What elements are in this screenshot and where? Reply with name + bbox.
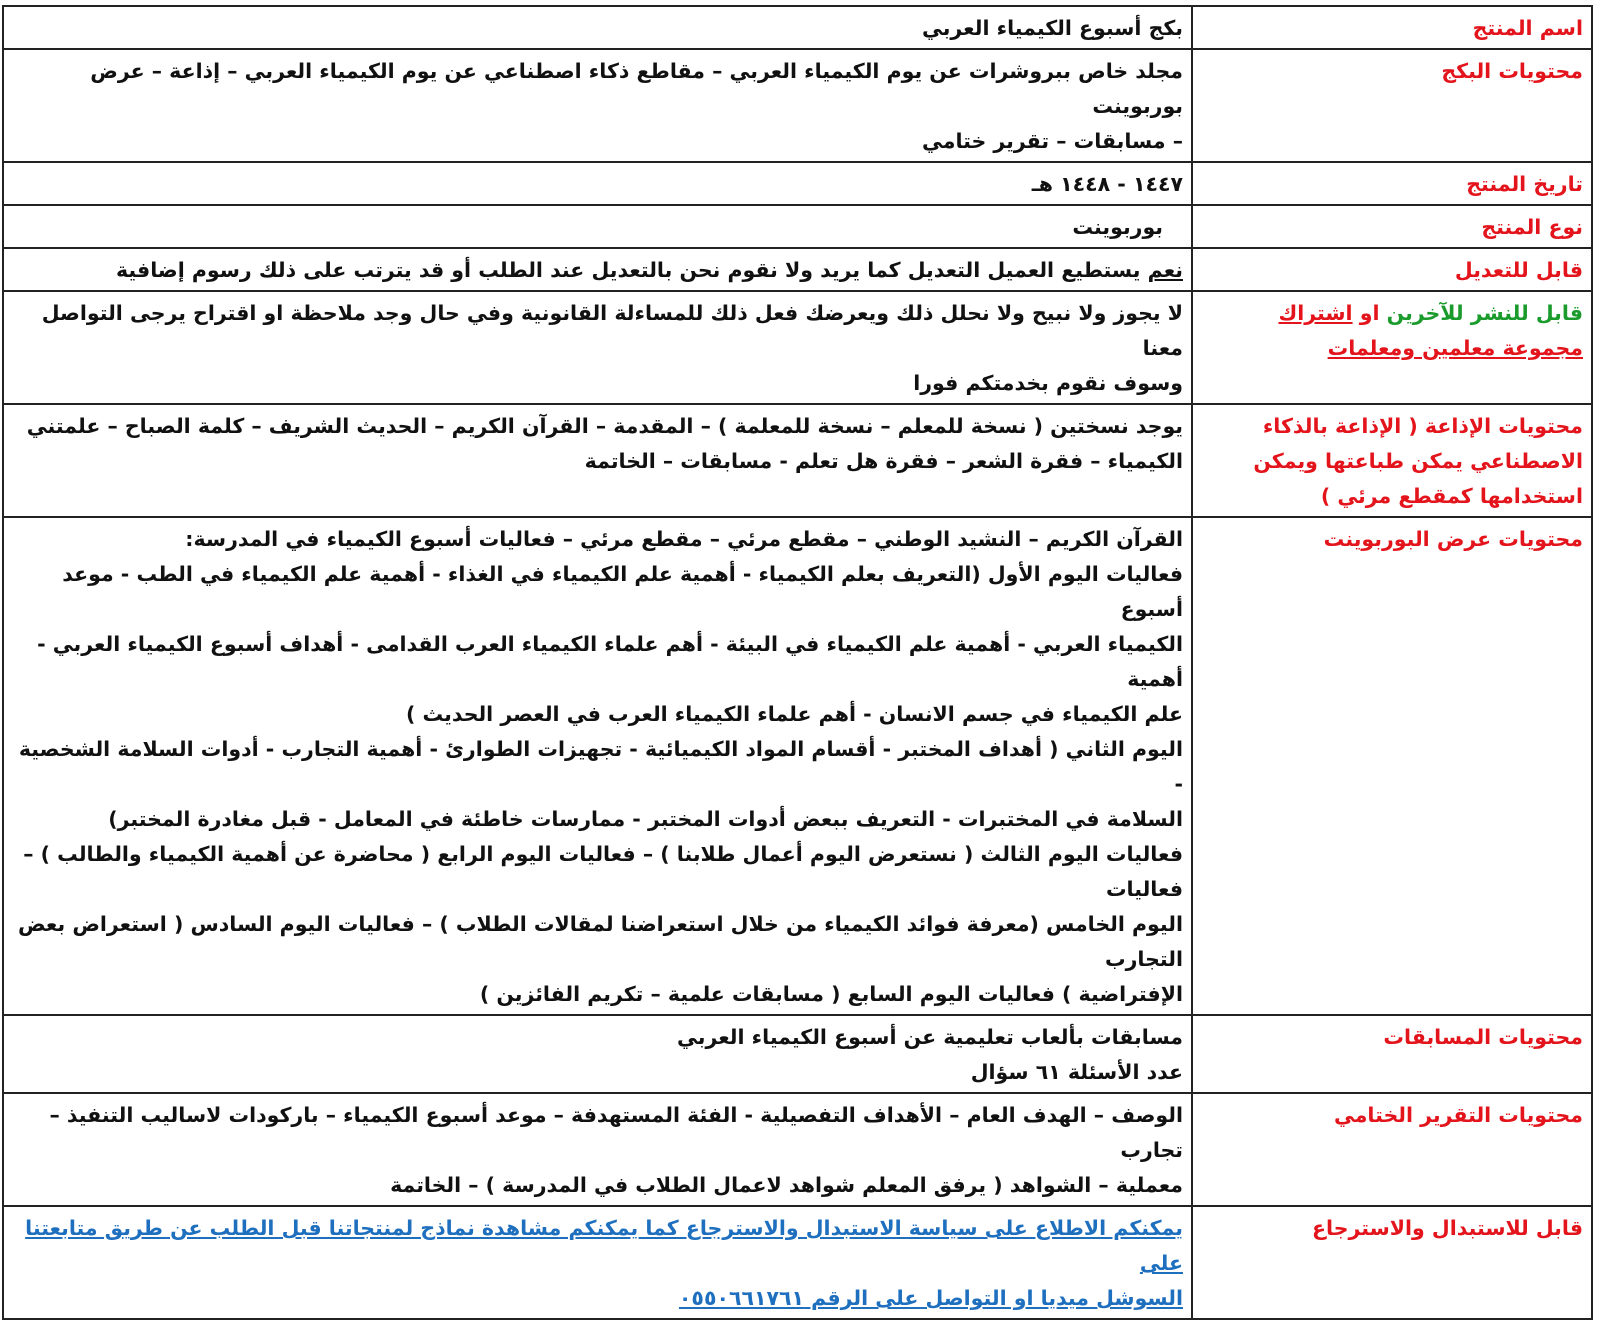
label-report-contents: محتويات التقرير الختامي [1192,1093,1592,1206]
label-editable: قابل للتعديل [1192,248,1592,291]
text-line: عدد الأسئلة ٦١ سؤال [970,1060,1183,1084]
text-line: مسابقات بألعاب تعليمية عن أسبوع الكيمياء العربي [677,1025,1183,1049]
value-radio-contents [3,404,1192,517]
value-product-name: بكج أسبوع الكيمياء العربي [3,6,1192,49]
label-publish-part4: مجموعة معلمين ومعلمات [1327,336,1583,360]
label-refund: قابل للاستبدال والاسترجاع [1192,1206,1592,1319]
value-powerpoint-contents [3,517,1192,1015]
row-report-contents [3,1093,1592,1206]
value-product-date: ١٤٤٧ - ١٤٤٨ هـ [3,162,1192,205]
text-line: وسوف نقوم بخدمتكم فورا [913,371,1183,395]
row-contests-contents [3,1015,1592,1093]
label-publish [1192,291,1592,404]
text-line: معملية – الشواهد ( يرفق المعلم شواهد لاعمال الطلاب في المدرسة ) – الخاتمة [390,1173,1183,1197]
label-product-type: نوع المنتج [1192,205,1592,248]
label-package-contents: محتويات البكج [1192,49,1592,162]
text-line: الكيمياء – فقرة الشعر – فقرة هل تعلم - مسابقات – الخاتمة [584,449,1183,473]
value-contests-contents [3,1015,1192,1093]
text-line: الإفتراضية ) فعاليات اليوم السابع ( مسابقات علمية – تكريم الفائزين ) [479,982,1183,1006]
label-contests-contents: محتويات المسابقات [1192,1015,1592,1093]
text-line: اليوم الخامس (معرفة فوائد الكيمياء من خلال استعراضنا لمقالات الطلاب ) – فعاليات اليوم السادس ( استعراض بعض التجارب [17,912,1183,971]
label-product-date: تاريخ المنتج [1192,162,1592,205]
text-line: يوجد نسختين ( نسخة للمعلم – نسخة للمعلمة ) – المقدمة – القرآن الكريم – الحديث الشريف – كلمة الصباح – علمتني [26,414,1183,438]
row-powerpoint-contents [3,517,1592,1015]
value-report-contents [3,1093,1192,1206]
text-line: الوصف – الهدف العام – الأهداف التفصيلية - الفئة المستهدفة – موعد أسبوع الكيمياء – باركودات لاساليب التنفيذ – تجارب [49,1103,1183,1162]
text-line: اليوم الثاني ( أهداف المختبر - أقسام المواد الكيميائية - تجهيزات الطوارئ - أهمية التجارب - أدوات السلامة الشخصية - [18,737,1183,796]
refund-contact-link[interactable]: السوشل ميديا او التواصل على الرقم ٠٥٥٠٦٦١٧٦١ [678,1286,1183,1310]
row-radio-contents [3,404,1592,517]
row-product-name [3,6,1592,49]
row-refund [3,1206,1592,1319]
value-product-type [3,205,1192,248]
product-spec-table [2,5,1593,1320]
row-publish [3,291,1592,404]
value-package-contents [3,49,1192,162]
value-editable [3,248,1192,291]
editable-details: يستطيع العميل التعديل كما يريد ولا نقوم نحن بالتعديل عند الطلب أو قد يترتب على ذلك رسوم إضافية [115,258,1148,282]
label-publish-part1: قابل للنشر للآخرين [1386,301,1583,325]
row-product-type [3,205,1592,248]
text-line: السلامة في المختبرات - التعريف ببعض أدوات المختبر - ممارسات خاطئة في المعامل - قبل مغادرة المختبر) [108,807,1183,831]
row-editable [3,248,1592,291]
label-publish-part3: اشتراك [1278,301,1353,325]
row-product-date [3,162,1592,205]
text-line: – مسابقات – تقرير ختامي [922,129,1183,153]
text-line: مجلد خاص ببروشرات عن يوم الكيمياء العربي – مقاطع ذكاء اصطناعي عن يوم الكيمياء العربي – إذاعة – عرض بوربوينت [90,59,1183,118]
text-line: الكيمياء العربي - أهمية علم الكيمياء في البيئة - أهم علماء الكيمياء العرب القدامى - أهداف أسبوع الكيمياء العربي - أهمية [37,632,1183,691]
label-powerpoint-contents: محتويات عرض البوربوينت [1192,517,1592,1015]
value-refund [3,1206,1192,1319]
editable-yes: نعم [1147,258,1183,282]
label-publish-part2: او [1352,301,1387,325]
label-product-name: اسم المنتج [1192,6,1592,49]
text-line: فعاليات اليوم الأول (التعريف بعلم الكيمياء - أهمية علم الكيمياء في الغذاء - أهمية علم الكيمياء في الطب - موعد أسبوع [62,562,1183,621]
text-line: فعاليات اليوم الثالث ( نستعرض اليوم أعمال طلابنا ) – فعاليات اليوم الرابع ( محاضرة عن أهمية الكيمياء والطالب ) – فعاليات [23,842,1183,901]
text-line: لا يجوز ولا نبيح ولا نحلل ذلك ويعرضك فعل ذلك للمساءلة القانونية وفي حال وجد ملاحظة او اقتراح يرجى التواصل معنا [41,301,1183,360]
product-type-text: بوربوينت [1072,215,1163,239]
text-line: علم الكيمياء في جسم الانسان - أهم علماء الكيمياء العرب في العصر الحديث ) [405,702,1183,726]
row-package-contents [3,49,1592,162]
text-line: القرآن الكريم – النشيد الوطني – مقطع مرئي – مقطع مرئي – فعاليات أسبوع الكيمياء في المدرسة: [185,527,1183,551]
value-publish [3,291,1192,404]
label-radio-contents: محتويات الإذاعة ( الإذاعة بالذكاء الاصطناعي يمكن طباعتها ويمكن استخدامها كمقطع مرئي ) [1192,404,1592,517]
refund-policy-link[interactable]: يمكنكم الاطلاع على سياسة الاستبدال والاسترجاع كما يمكنكم مشاهدة نماذج لمنتجاتنا قبل الطلب عن طريق متابعتنا على [25,1216,1183,1275]
